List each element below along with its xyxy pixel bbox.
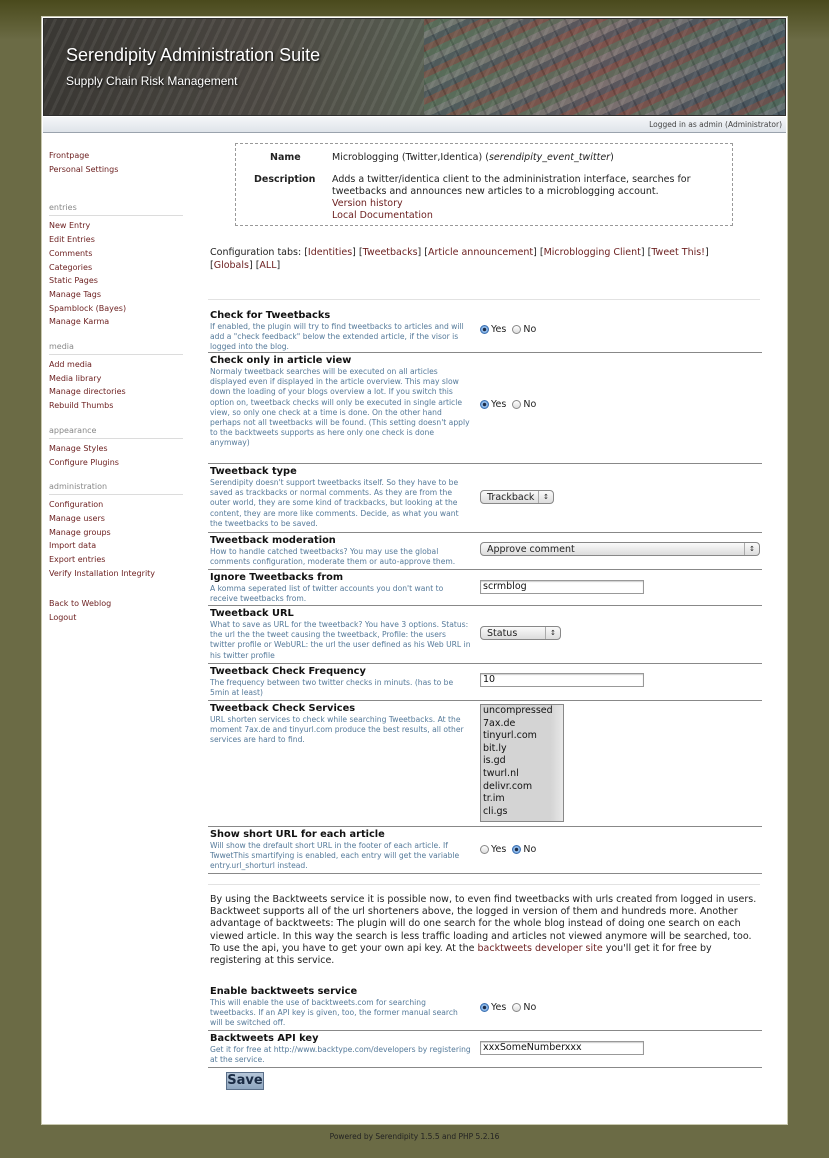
- short-url-radio-group: Yes No: [480, 844, 539, 855]
- setting-check-for-tweetbacks: Check for Tweetbacks If enabled, the plugin will try to find tweetbacks to articles and will add a "check feedback" below the extended article, if the visor is logged into the blog. Yes No: [208, 308, 762, 353]
- plugin-name: Microblogging (Twitter,Identica) (serendipity_event_twitter): [332, 152, 614, 163]
- service-option[interactable]: tinyurl.com: [483, 730, 537, 742]
- divider: [208, 884, 760, 885]
- backtweets-no-radio[interactable]: [512, 1003, 521, 1012]
- setting-check-frequency: Tweetback Check Frequency The frequency between two twitter checks in minuts. (has to be 5min at least) 10: [208, 664, 762, 701]
- article-view-no-radio[interactable]: [512, 400, 521, 409]
- setting-check-only-article-view: Check only in article view Normaly tweetback searches will be executed on all articles displayed even if displayed in the article overview. This may slow down the loading of your blogs overview a lot. If you switch this option on, tweetback checks will only be executed in single article view, so only one check at a time is done. On the other hand perhaps not all tweetbacks will be found. (This setting doesn't apply to the backtweets supports as here only one check is done anymway) Yes No: [208, 353, 762, 464]
- sidebar-item-manage-tags[interactable]: Manage Tags: [49, 289, 102, 299]
- save-button[interactable]: Save: [227, 1073, 263, 1088]
- backtweets-radio-group: Yes No: [480, 1002, 539, 1013]
- select-arrows-icon: ↕: [744, 543, 759, 555]
- service-option[interactable]: cli.gs: [483, 805, 508, 817]
- sidebar-item-import-data[interactable]: Import data: [49, 541, 97, 551]
- tab-all[interactable]: ALL: [259, 260, 277, 271]
- sidebar-group-entries: entries: [49, 202, 183, 216]
- sidebar-item-manage-karma[interactable]: Manage Karma: [49, 317, 110, 327]
- sidebar-item-comments[interactable]: Comments: [49, 248, 93, 258]
- select-arrows-icon: ↕: [545, 627, 560, 639]
- login-status: Logged in as admin (Administrator): [649, 120, 782, 129]
- local-documentation-link[interactable]: Local Documentation: [332, 210, 433, 221]
- header-banner: [43, 18, 786, 116]
- sidebar-item-back-to-weblog[interactable]: Back to Weblog: [49, 599, 112, 609]
- tab-identities[interactable]: Identities: [307, 247, 353, 258]
- backtweets-intro: By using the Backtweets service it is possible now, to even find tweetbacks with urls created from logged in users. Backtweet supports all of the url shorteners above, the logged in version of them and hundreds more. Another advantage of backtweets: The plugin will do one search for the whole blog instead of doing one search on each viewed article. In this way the search is less traffic loading and articles not viewed anymore will be searched, too. To use the api, you have to get your own api key. At the backtweets developer site you'll get it for free by registering at this service.: [210, 894, 757, 967]
- ignore-tweetbacks-input[interactable]: scrmblog: [480, 580, 644, 594]
- setting-tweetback-type: Tweetback type Serendipity doesn't support tweetbacks itself. So they have to be saved as trackbacks or normal comments. As they are from the outer world, they are some kind of trackbacks, but looking at the content, they are more like comments. Decide, as what you want the tweetbacks to be saved. Trackback ↕: [208, 464, 762, 533]
- service-option[interactable]: 7ax.de: [483, 717, 516, 729]
- sidebar-item-categories[interactable]: Categories: [49, 262, 93, 272]
- tab-article-announcement[interactable]: Article announcement: [427, 247, 534, 258]
- service-option[interactable]: uncompressed: [483, 705, 553, 716]
- service-option[interactable]: delivr.com: [483, 780, 533, 792]
- article-view-radio-group: Yes No: [480, 399, 539, 410]
- sidebar-item-manage-styles[interactable]: Manage Styles: [49, 443, 108, 453]
- tweetback-url-select[interactable]: Status ↕: [480, 626, 561, 640]
- description-label: Description: [254, 174, 316, 185]
- check-services-listbox[interactable]: [480, 704, 564, 822]
- divider: [208, 299, 760, 300]
- service-option[interactable]: is.gd: [483, 755, 506, 767]
- sidebar-group-media: media: [49, 341, 183, 355]
- sidebar-item-manage-users[interactable]: Manage users: [49, 513, 105, 523]
- site-subtitle: Supply Chain Risk Management: [66, 74, 238, 88]
- admin-page: [41, 16, 788, 1125]
- service-option[interactable]: bit.ly: [483, 742, 507, 754]
- check-tweetbacks-yes-radio[interactable]: [480, 325, 489, 334]
- sidebar-item-manage-groups[interactable]: Manage groups: [49, 527, 111, 537]
- service-option[interactable]: tr.im: [483, 793, 505, 805]
- sidebar-item-personal-settings[interactable]: Personal Settings: [49, 164, 119, 174]
- backtweets-yes-radio[interactable]: [480, 1003, 489, 1012]
- article-view-yes-radio[interactable]: [480, 400, 489, 409]
- setting-enable-backtweets: Enable backtweets service This will enable the use of backtweets.com for searching tweetbacks. If an API key is given, too, the former manual search will be switched off. Yes No: [208, 984, 762, 1031]
- backtweets-developer-link[interactable]: backtweets developer site: [477, 942, 603, 954]
- sidebar-item-spamblock[interactable]: Spamblock (Bayes): [49, 303, 127, 313]
- footer-powered-by: Powered by Serendipity 1.5.5 and PHP 5.2.16: [329, 1132, 500, 1141]
- setting-tweetback-url: Tweetback URL What to save as URL for the tweetback? You have 3 options. Status: the url the the tweet causing the tweetback, Profile: the users twitter profile or WebURL: the url the user defined as his Web URL in his twitter profile Status ↕: [208, 606, 762, 664]
- sidebar-item-new-entry[interactable]: New Entry: [49, 221, 91, 231]
- sidebar-item-add-media[interactable]: Add media: [49, 360, 92, 370]
- sidebar-nav: [49, 149, 183, 625]
- sidebar-item-verify-integrity[interactable]: Verify Installation Integrity: [49, 568, 156, 578]
- service-option[interactable]: twurl.nl: [483, 767, 519, 779]
- tab-globals[interactable]: Globals: [213, 260, 249, 271]
- version-history-link[interactable]: Version history: [332, 198, 403, 209]
- sidebar-item-configuration[interactable]: Configuration: [49, 500, 104, 510]
- sidebar-item-configure-plugins[interactable]: Configure Plugins: [49, 457, 119, 467]
- sidebar-item-static-pages[interactable]: Static Pages: [49, 276, 98, 286]
- sidebar-item-export-entries[interactable]: Export entries: [49, 555, 106, 565]
- sidebar-item-rebuild-thumbs[interactable]: Rebuild Thumbs: [49, 401, 114, 411]
- setting-ignore-tweetbacks: Ignore Tweetbacks from A komma seperated list of twitter accounts you don't want to receive tweetbacks from. scrmblog: [208, 570, 762, 606]
- sidebar-item-frontpage[interactable]: Frontpage: [49, 151, 90, 160]
- plugin-description: Adds a twitter/identica client to the admininistration interface, searches for tweetbacks and announces new articles to a microblogging account. Version history Local Documentation: [332, 174, 727, 222]
- setting-show-short-url: Show short URL for each article Will show the drefault short URL in the footer of each article. If TwwetThis smartifying is enabled, each entry will get the variable entry.url_shorturl instead. Yes No: [208, 827, 762, 874]
- tweetback-type-select[interactable]: Trackback ↕: [480, 490, 554, 504]
- setting-tweetback-moderation: Tweetback moderation How to handle catched tweetbacks? You may use the global comments configuration, moderate them or auto-approve them. Approve comment ↕: [208, 533, 762, 570]
- short-url-no-radio[interactable]: [512, 845, 521, 854]
- name-label: Name: [270, 152, 301, 163]
- setting-backtweets-api-key: Backtweets API key Get it for free at http://www.backtype.com/developers by registering at the service. xxxSomeNumberxxx: [208, 1031, 762, 1068]
- tab-microblogging-client[interactable]: Microblogging Client: [543, 247, 641, 258]
- check-frequency-input[interactable]: 10: [480, 673, 644, 687]
- api-key-input[interactable]: xxxSomeNumberxxx: [480, 1041, 644, 1055]
- check-tweetbacks-radio-group: Yes No: [480, 324, 539, 335]
- sidebar-item-media-library[interactable]: Media library: [49, 373, 102, 383]
- check-tweetbacks-no-radio[interactable]: [512, 325, 521, 334]
- plugin-internal-name: serendipity_event_twitter: [488, 152, 611, 163]
- short-url-yes-radio[interactable]: [480, 845, 489, 854]
- login-status-bar: [43, 117, 786, 133]
- tab-tweetbacks[interactable]: Tweetbacks: [362, 247, 418, 258]
- setting-check-services: Tweetback Check Services URL shorten services to check while searching Tweetbacks. At the moment 7ax.de and tinyurl.com produce the best results, all other services are hard to find. uncompressed 7ax.de tinyurl.com bit.ly is.gd twurl.nl delivr.com tr.im cli.gs: [208, 701, 762, 827]
- sidebar-item-logout[interactable]: Logout: [49, 613, 77, 623]
- tweetback-moderation-select[interactable]: Approve comment ↕: [480, 542, 760, 556]
- tab-tweet-this[interactable]: Tweet This!: [651, 247, 705, 258]
- banner-image: [424, 19, 786, 116]
- sidebar-group-administration: administration: [49, 481, 183, 495]
- sidebar-item-manage-directories[interactable]: Manage directories: [49, 387, 126, 397]
- select-arrows-icon: ↕: [538, 491, 553, 503]
- sidebar-group-appearance: appearance: [49, 425, 183, 439]
- site-title: Serendipity Administration Suite: [66, 45, 321, 65]
- configuration-tabs: Configuration tabs: [Identities] [Tweetbacks] [Article announcement] [Microblogging Client] [Tweet This!] [Globals] [ALL]: [210, 247, 709, 271]
- sidebar-item-edit-entries[interactable]: Edit Entries: [49, 235, 95, 245]
- plugin-info-box: [235, 143, 733, 226]
